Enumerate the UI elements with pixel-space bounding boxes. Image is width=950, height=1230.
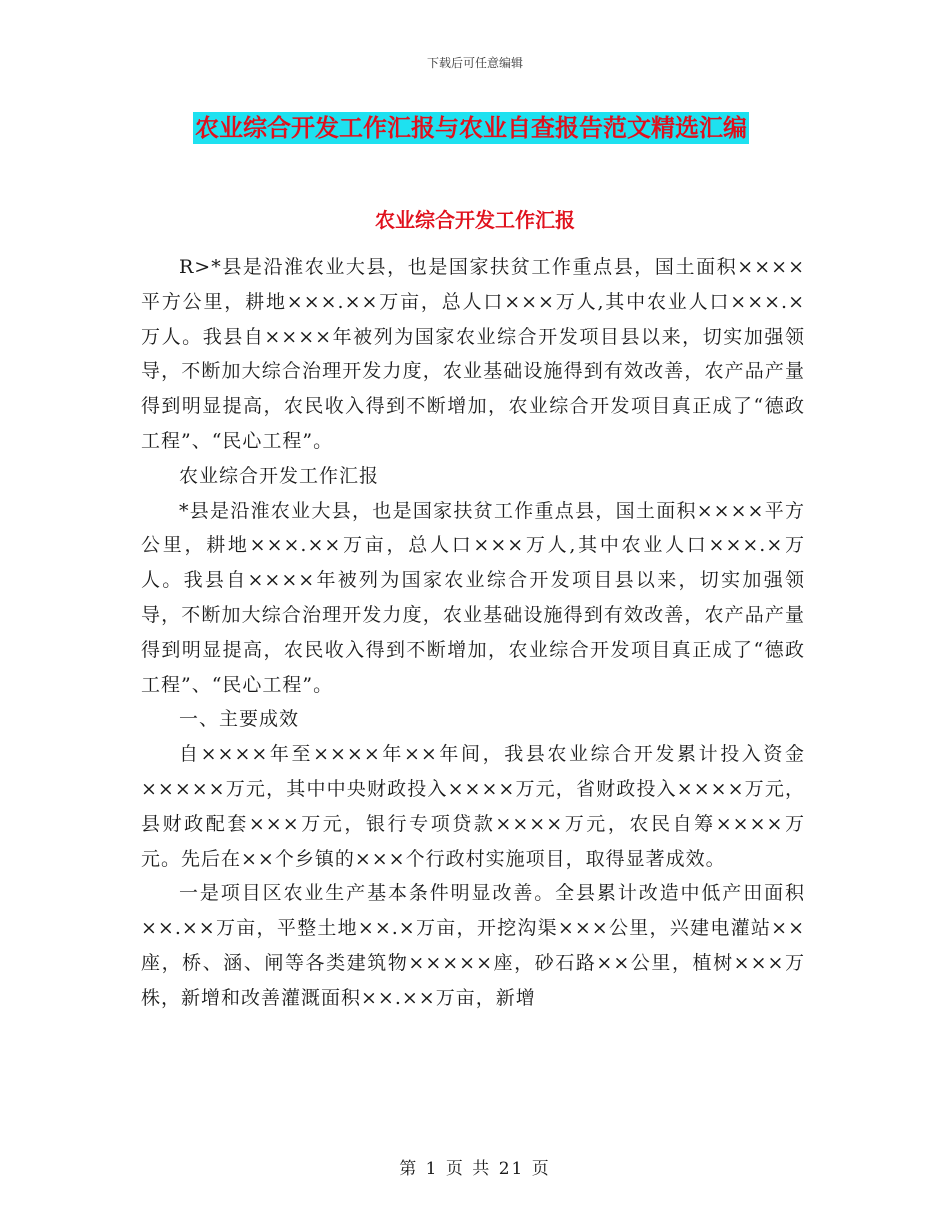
document-title: 农业综合开发工作汇报与农业自查报告范文精选汇编	[195, 114, 747, 142]
document-body	[141, 250, 805, 1016]
paragraph-heading: 一、主要成效	[179, 708, 300, 731]
paragraph: 一是项目区农业生产基本条件明显改善。全县累计改造中低产田面积××.××万亩，平整土地××.×万亩，开挖沟渠×××公里，兴建电灌站××座，桥、涵、闸等各类建筑物×××××座，砂石路××公里，植树×××万株，新增和改善灌溉面积××.××万亩，新增	[141, 882, 805, 1009]
paragraph: R>*县是沿淮农业大县，也是国家扶贫工作重点县，国土面积××××平方公里，耕地×××.××万亩，总人口×××万人,其中农业人口×××.×万人。我县自××××年被列为国家农业综合开发项目县以来，切实加强领导，不断加大综合治理开发力度，农业基础设施得到有效改善，农产品产量得到明显提高，农民收入得到不断增加，农业综合开发项目真正成了“德政工程”、“民心工程”。	[141, 256, 805, 452]
page-header-note: 下载后可任意编辑	[426, 56, 523, 70]
paragraph: 自××××年至××××年××年间，我县农业综合开发累计投入资金×××××万元，其中中央财政投入××××万元，省财政投入××××万元，县财政配套×××万元，银行专项贷款××××万元，农民自筹××××万元。先后在××个乡镇的×××个行政村实施项目，取得显著成效。	[141, 743, 805, 870]
paragraph: *县是沿淮农业大县，也是国家扶贫工作重点县，国土面积××××平方公里，耕地×××.××万亩，总人口×××万人,其中农业人口×××.×万人。我县自××××年被列为国家农业综合开发项目县以来，切实加强领导，不断加大综合治理开发力度，农业基础设施得到有效改善，农产品产量得到明显提高，农民收入得到不断增加，农业综合开发项目真正成了“德政工程”、“民心工程”。	[141, 499, 805, 696]
page-number: 第 1 页 共 21 页	[399, 1159, 551, 1179]
paragraph-heading: 农业综合开发工作汇报	[179, 464, 380, 487]
section-title: 农业综合开发工作汇报	[375, 208, 575, 232]
